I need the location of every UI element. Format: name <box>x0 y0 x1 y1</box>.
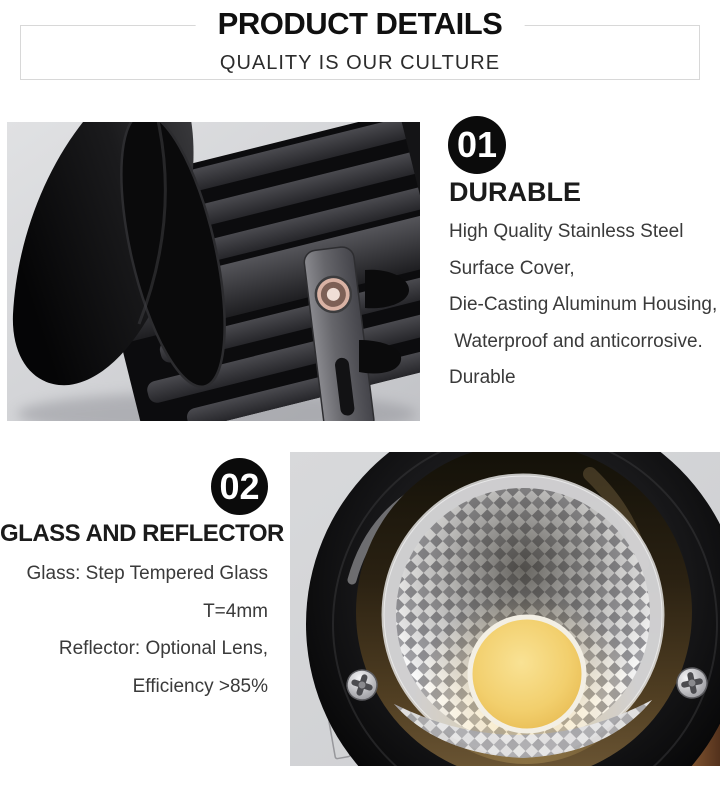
section-heading-glass-reflector: GLASS AND REFLECTOR <box>0 520 284 547</box>
step-number: 01 <box>456 124 498 165</box>
product-photo-spotlight-side <box>7 122 420 421</box>
section-heading-durable: DURABLE <box>449 177 581 207</box>
header-frame <box>20 6 700 80</box>
step-badge-01 <box>448 116 506 174</box>
spec-line: Surface Cover, <box>449 257 575 279</box>
spec-line: T=4mm <box>203 600 268 622</box>
spec-list-glass <box>0 555 268 705</box>
spec-line: Die-Casting Aluminum Housing, <box>449 294 718 315</box>
spec-line: Efficiency >85% <box>132 675 268 697</box>
spec-line: Durable <box>449 367 516 388</box>
page-title: PRODUCT DETAILS <box>196 2 525 46</box>
spec-line: Glass: Step Tempered Glass <box>26 563 268 584</box>
step-badge-02 <box>211 458 268 515</box>
spec-line: Reflector: Optional Lens, <box>58 638 268 659</box>
spec-line: Waterproof and anticorrosive. <box>449 330 703 352</box>
spec-line: High Quality Stainless Steel <box>449 221 684 242</box>
step-number: 02 <box>219 465 260 507</box>
spec-list-durable <box>449 214 717 397</box>
product-photo-lens-closeup <box>290 452 720 766</box>
page-subtitle: QUALITY IS OUR CULTURE <box>219 52 501 74</box>
